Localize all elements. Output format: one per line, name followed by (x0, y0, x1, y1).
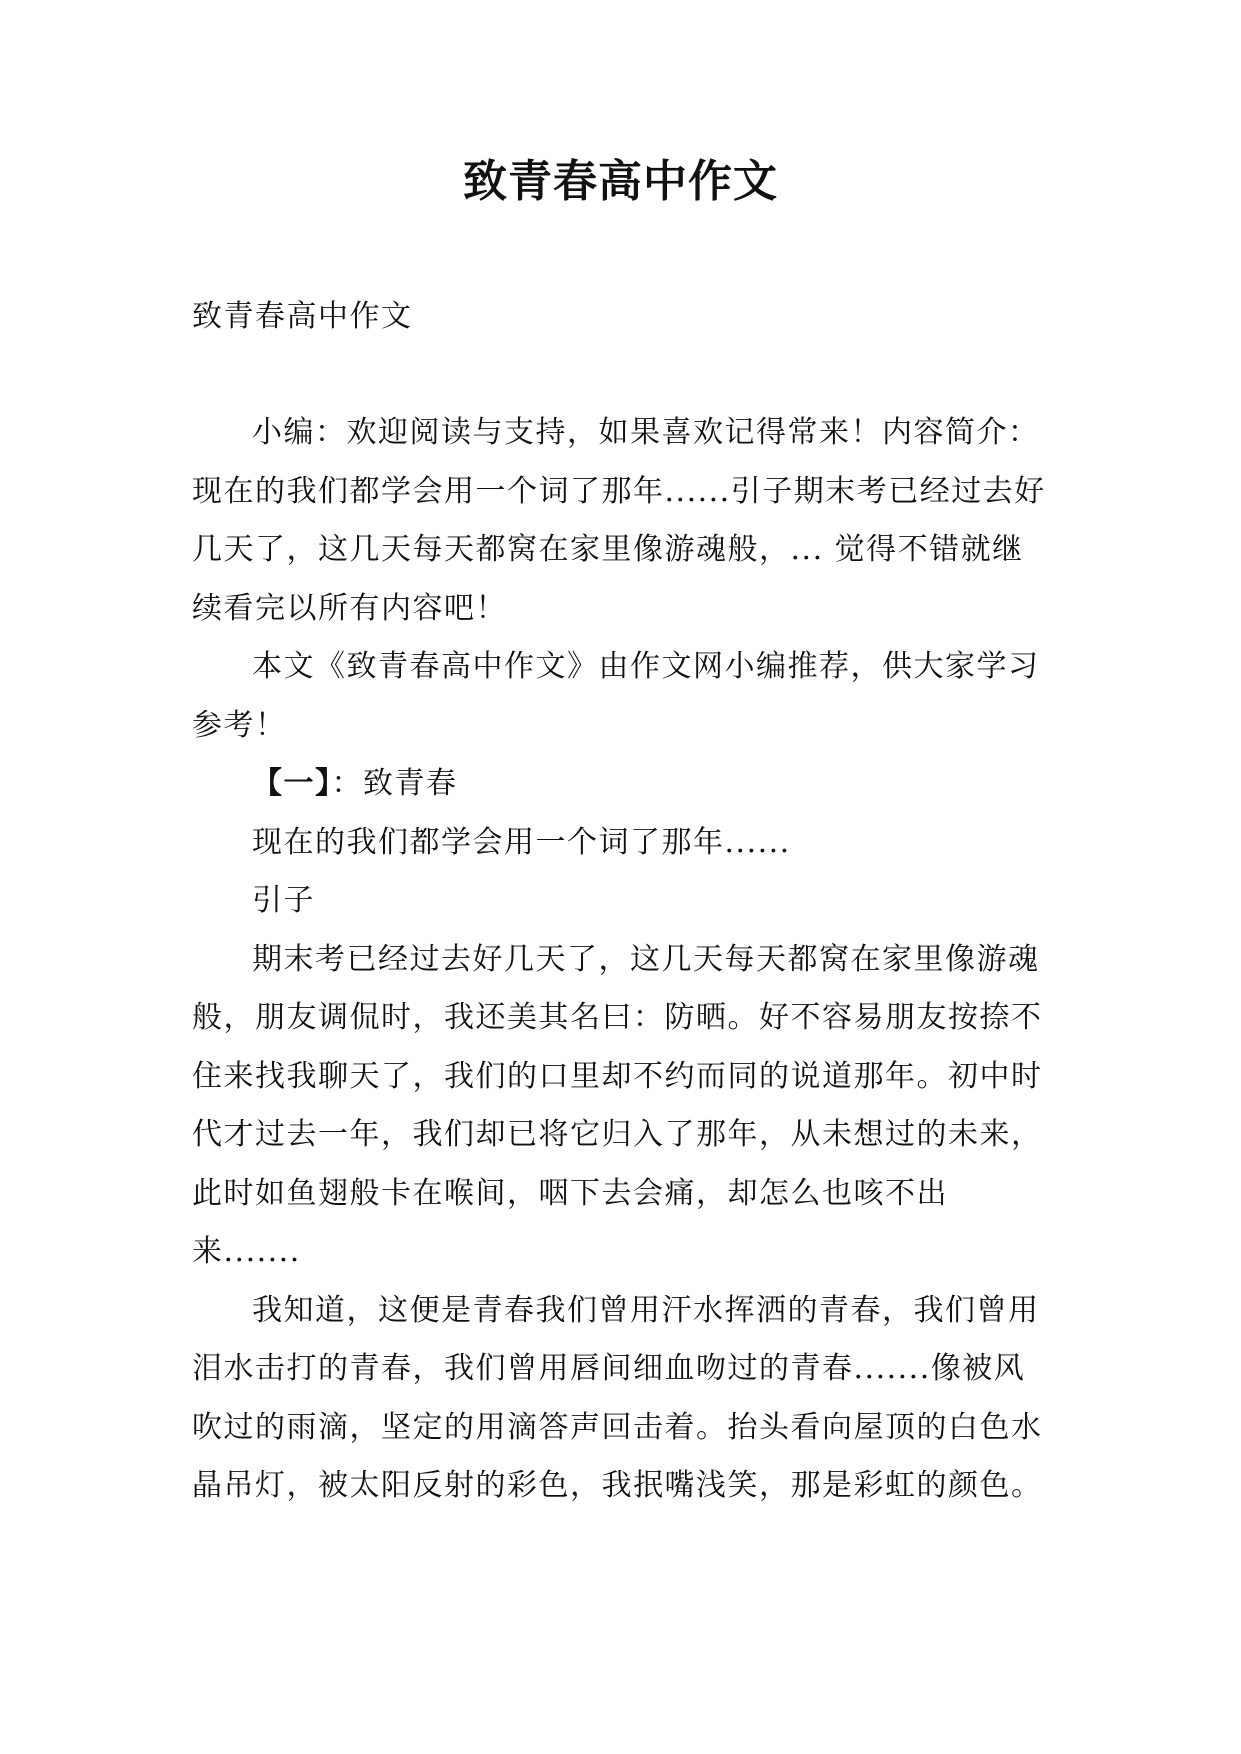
body-paragraph: 期末考已经过去好几天了，这几天每天都窝在家里像游魂般，朋友调侃时，我还美其名曰：防晒。好不容易朋友按捺不住来找我聊天了，我们的口里却不约而同的说道那年。初中时代才过去一年，我们却已将它归入了那年，从未想过的未来，此时如鱼翅般卡在喉间，咽下去会痛，却怎么也咳不出来....... (192, 941, 1043, 1269)
document-body (192, 404, 1054, 1516)
section-title: ：致青春 (331, 766, 458, 801)
document-subtitle: 致青春高中作文 (192, 299, 413, 334)
body-paragraph: 现在的我们都学会用一个词了那年...... (252, 824, 791, 860)
body-paragraph: 我知道，这便是青春我们曾用汗水挥洒的青春，我们曾用泪水击打的青春，我们曾用唇间细血吻过的青春.......像被风吹过的雨滴，坚定的用滴答声回击着。抬头看向屋顶的白色水晶吊灯，被太阳反射的彩色，我抿嘴浅笑，那是彩虹的颜色。 (192, 1292, 1043, 1503)
intro-paragraph: 小编：欢迎阅读与支持，如果喜欢记得常来！内容简介：现在的我们都学会用一个词了那年......引子期末考已经过去好几天了，这几天每天都窝在家里像游魂般，... 觉得不错就继续看完以所有内容吧！ (192, 415, 1046, 626)
document-title: 致青春高中作文 (463, 156, 778, 207)
section-number: 【一】 (252, 766, 332, 801)
body-paragraph: 引子 (252, 883, 315, 918)
section-heading (192, 755, 1054, 814)
source-paragraph: 本文《致青春高中作文》由作文网小编推荐，供大家学习参考！ (192, 649, 1040, 743)
